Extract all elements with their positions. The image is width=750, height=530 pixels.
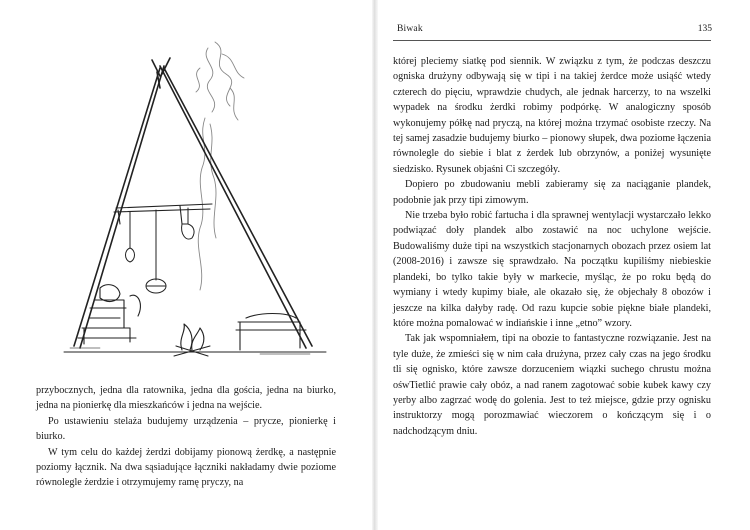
page-number: 135 xyxy=(697,24,712,34)
paragraph: której pleciemy siatkę pod siennik. W związku z tym, że podczas deszczu ogniska drużyny odbywają się w tipi i na takiej żerdce może usiąść wtedy czterech do pięciu, wprawdzie chudych, ale jednak harcerzy, to na wszelki wypadek na środku żerdki robimy podpórkę. W analogiczny sposób wykonujemy półkę nad pryczą, na której można trzymać osobiste rzeczy. Na tej samej zasadzie budujemy biurko – pionowy słupek, dwa poziome łączenia równolegle do siebie i blat z żerdek lub obrzynów, a poniżej wysunięte siedzisko. Rysunek objaśni Ci szczegóły. xyxy=(393,56,711,175)
paragraph: Po ustawieniu stelaża budujemy urządzenia – prycze, pionierkę i biurko. xyxy=(36,415,336,443)
paragraph: przybocznych, jedna dla ratownika, jedna dla gościa, jedna na biurko, jedna na pionierkę dla mieszkańców i jedna na wejście. xyxy=(36,385,336,412)
paragraph: Dopiero po zbudowaniu mebli zabieramy się za naciąganie plandek, podobnie jak przy tipi zimowym. xyxy=(393,179,711,206)
running-title: Biwak xyxy=(397,24,423,34)
left-page xyxy=(0,0,372,530)
paragraph: Tak jak wspomniałem, tipi na obozie to fantastyczne rozwiązanie. Jest na tyle duże, że zmieści się w nim cała drużyna, przez cały czas na jego środku tli się ognisko, które zawsze dorzuceniem wiązki suchego chrustu można ośwTietlić prawie cały obóz, a nad ranem zagotować sobie kubek kawy czy yerby albo zagrzać wodę do golenia. Jest to też miejsce, gdzie przy ognisku instruktorzy mogą porozmawiać wieczorem o kończącym się i o nadchodzącym dniu. xyxy=(393,333,711,437)
paragraph: W tym celu do każdej żerdzi dobijamy pionową żerdkę, a następnie poziomy łącznik. Na dwa sąsiadujące łączniki nakładamy dwie poziome równolegle żerdzie i otrzymujemy ramę pryczy, na xyxy=(36,446,336,489)
header-rule xyxy=(393,40,711,41)
right-page-text xyxy=(393,54,711,439)
tipi-illustration xyxy=(60,28,330,373)
left-page-text xyxy=(36,383,336,491)
paragraph: Nie trzeba było robić fartucha i dla sprawnej wentylacji wystarczało lekko podwiązać doły plandek albo zostawić na noc uchylone wejście. Budowaliśmy duże tipi na wszystkich stacjonarnych obozach przez osiem lat (2008-2016) i zawsze się sprawdzało. Na początku kupiliśmy niebieskie plandeki, bo tylko takie były w markecie, myśląc, że po roku będą do wymiany i wtedy kupimy białe, ale okazało się, że objechały 8 obozów i jeszcze na kilka dałyby radę. Od razu kupcie sobie piękne białe plandeki, które można pomalować w indiańskie i inne „etno” wzory. xyxy=(393,210,711,329)
tipi-sketch-icon xyxy=(60,28,330,373)
